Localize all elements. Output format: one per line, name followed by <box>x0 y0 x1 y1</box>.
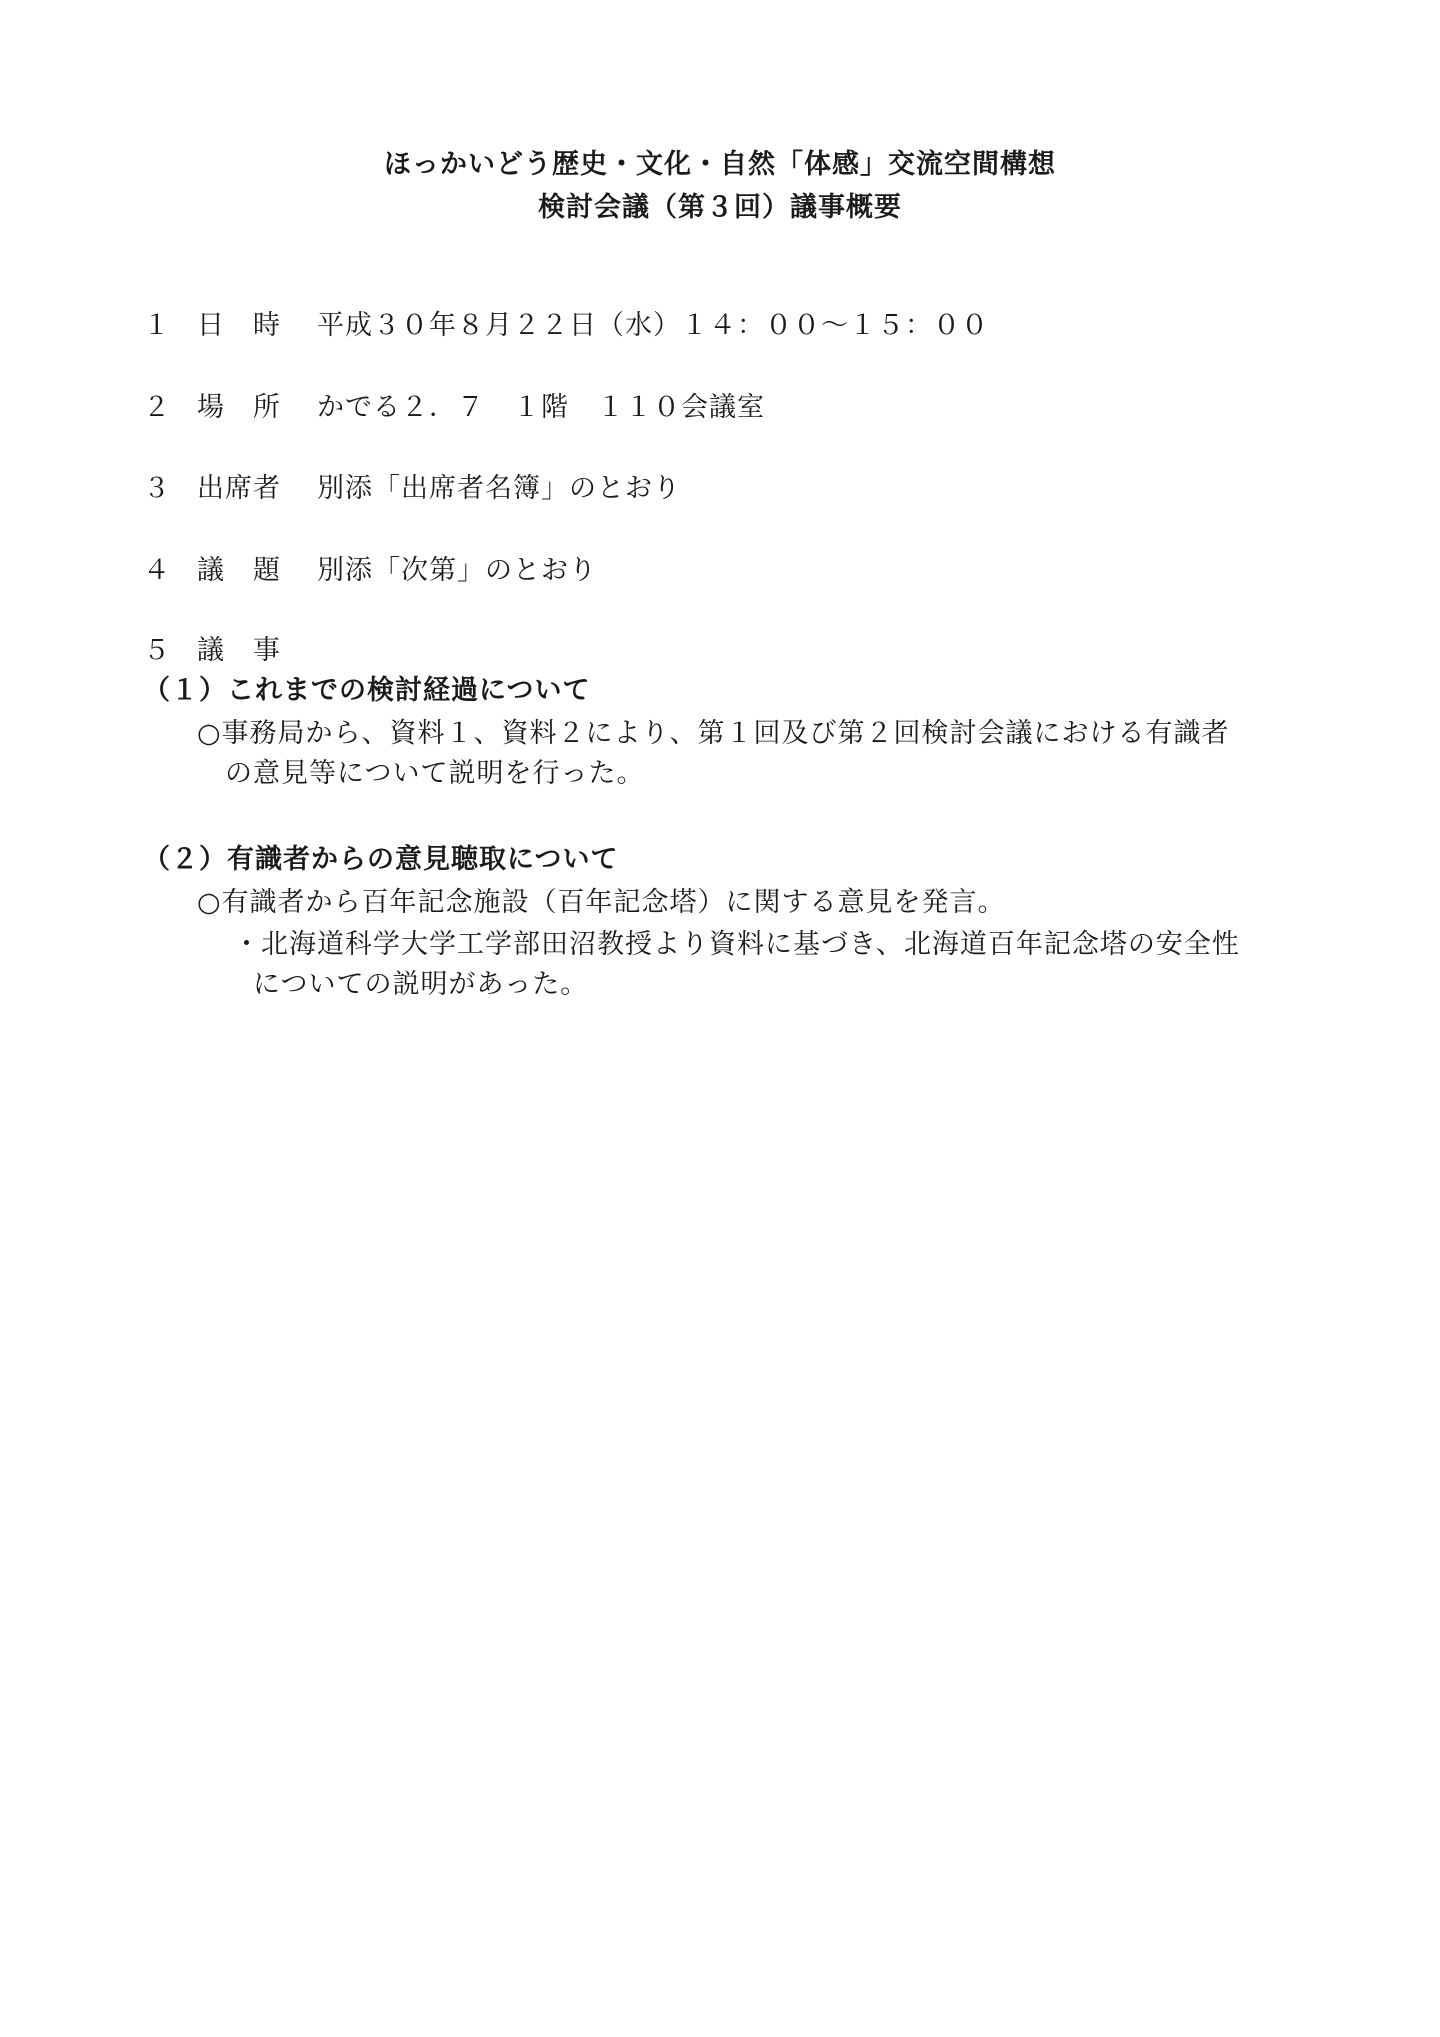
item-label: 出席者 <box>197 473 281 504</box>
document-title: ほっかいどう歴史・文化・自然「体感」交流空間構想 <box>384 149 1056 180</box>
item-place <box>143 385 765 424</box>
item-agenda <box>143 548 597 587</box>
item-value: 別添「出席者名簿」のとおり <box>317 473 681 504</box>
section-heading: （２）有識者からの意見聴取について <box>143 844 619 875</box>
section-heading: （１）これまでの検討経過について <box>143 675 591 706</box>
item-label: 議 事 <box>197 635 281 666</box>
item-label: 日 時 <box>197 310 281 341</box>
item-number: ３ <box>143 473 171 504</box>
item-proceedings <box>143 628 317 667</box>
item-label: 議 題 <box>197 555 281 586</box>
item-number: ４ <box>143 555 171 586</box>
item-value: 別添「次第」のとおり <box>317 555 597 586</box>
document-subtitle: 検討会議（第３回）議事概要 <box>538 192 902 223</box>
section-text-line: ○事務局から、資料１、資料２により、第１回及び第２回検討会議における有識者 <box>197 718 1230 749</box>
section-text-line: ○有識者から百年記念施設（百年記念塔）に関する意見を発言。 <box>197 887 1006 918</box>
item-attendees <box>143 466 681 505</box>
item-number: ２ <box>143 392 171 423</box>
item-value: かでる２．７ １階 １１０会議室 <box>317 392 765 423</box>
section-text-line: の意見等について説明を行った。 <box>225 758 645 789</box>
item-datetime <box>143 303 989 342</box>
item-label: 場 所 <box>197 392 281 423</box>
item-value: 平成３０年８月２２日（水）１４：００～１５：００ <box>317 310 989 341</box>
bullet-text-line: についての説明があった。 <box>253 969 589 1000</box>
bullet-text-line: ・北海道科学大学工学部田沼教授より資料に基づき、北海道百年記念塔の安全性 <box>233 929 1240 960</box>
item-number: ５ <box>143 635 171 666</box>
item-number: １ <box>143 310 171 341</box>
